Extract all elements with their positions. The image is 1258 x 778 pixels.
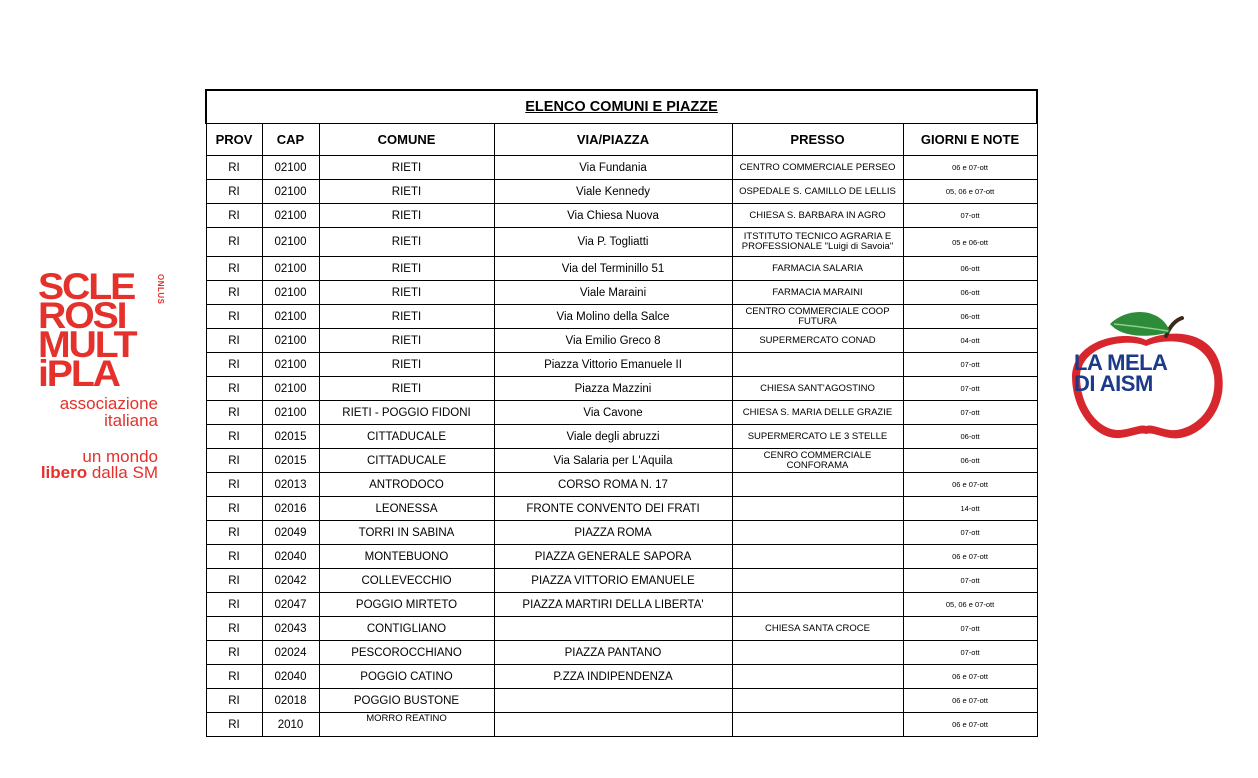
table-row [206,257,1037,281]
header-row [206,124,1037,156]
cell-giorni-note: 07-ott [903,401,1037,425]
comuni-piazze-table [205,89,1038,737]
motto-rest: dalla SM [87,463,158,482]
cell-via-piazza [494,617,732,641]
cell-cap: 02043 [262,617,319,641]
cell-giorni-note: 06-ott [903,449,1037,473]
cell-comune: RIETI [319,156,494,180]
mela-aism-wordmark [1074,352,1167,394]
cell-cap: 02015 [262,449,319,473]
cell-prov: RI [206,377,262,401]
cell-presso: CHIESA SANTA CROCE [732,617,903,641]
table-row [206,545,1037,569]
table-row [206,180,1037,204]
table-row [206,641,1037,665]
cell-cap: 02100 [262,156,319,180]
cell-via-piazza: Piazza Mazzini [494,377,732,401]
cell-giorni-note: 06-ott [903,257,1037,281]
cell-presso: CENTRO COMMERCIALE PERSEO [732,156,903,180]
cell-presso: OSPEDALE S. CAMILLO DE LELLIS [732,180,903,204]
cell-prov: RI [206,449,262,473]
cell-giorni-note: 07-ott [903,617,1037,641]
onlus-label: ONLUS [156,274,165,305]
mela-line-2: DI AISM [1074,371,1153,396]
cell-giorni-note: 07-ott [903,204,1037,228]
cell-comune: RIETI [319,228,494,257]
cell-giorni-note: 06-ott [903,305,1037,329]
cell-prov: RI [206,401,262,425]
cell-comune: COLLEVECCHIO [319,569,494,593]
cell-prov: RI [206,305,262,329]
cell-cap: 02100 [262,377,319,401]
cell-via-piazza: PIAZZA ROMA [494,521,732,545]
logo-line-3: MULT [38,324,136,365]
cell-via-piazza: Via Chiesa Nuova [494,204,732,228]
cell-comune: RIETI [319,377,494,401]
cell-giorni-note: 06-ott [903,425,1037,449]
cell-comune: MORRO REATINO [319,713,494,737]
cell-prov: RI [206,473,262,497]
cell-presso [732,497,903,521]
cell-cap: 02049 [262,521,319,545]
cell-cap: 02015 [262,425,319,449]
cell-giorni-note: 07-ott [903,641,1037,665]
cell-cap: 02040 [262,665,319,689]
cell-prov: RI [206,228,262,257]
cell-giorni-note: 06 e 07-ott [903,156,1037,180]
cell-cap: 02100 [262,353,319,377]
table-row [206,228,1037,257]
table-row [206,425,1037,449]
aism-logo [36,266,166,482]
cell-presso [732,569,903,593]
table-row [206,497,1037,521]
cell-via-piazza: P.ZZA INDIPENDENZA [494,665,732,689]
cell-cap: 02100 [262,305,319,329]
mela-aism-logo [1066,304,1228,444]
table-row [206,521,1037,545]
cell-prov: RI [206,617,262,641]
cell-comune: PESCOROCCHIANO [319,641,494,665]
motto-bold: libero [40,463,88,482]
cell-via-piazza: PIAZZA MARTIRI DELLA LIBERTA' [494,593,732,617]
cell-prov: RI [206,156,262,180]
cell-via-piazza: Via P. Togliatti [494,228,732,257]
cell-cap: 02016 [262,497,319,521]
cell-via-piazza: CORSO ROMA N. 17 [494,473,732,497]
cell-presso: FARMACIA MARAINI [732,281,903,305]
header-prov: PROV [206,124,262,156]
cell-prov: RI [206,329,262,353]
cell-cap: 02047 [262,593,319,617]
cell-presso [732,473,903,497]
cell-cap: 02013 [262,473,319,497]
cell-presso [732,593,903,617]
cell-via-piazza: Viale degli abruzzi [494,425,732,449]
cell-comune: MONTEBUONO [319,545,494,569]
cell-via-piazza: Via Molino della Salce [494,305,732,329]
cell-comune: RIETI [319,204,494,228]
header-via-piazza: VIA/PIAZZA [494,124,732,156]
cell-via-piazza: FRONTE CONVENTO DEI FRATI [494,497,732,521]
cell-via-piazza: Via Cavone [494,401,732,425]
table-row [206,305,1037,329]
header-giorni-note: GIORNI E NOTE [903,124,1037,156]
association-label [36,395,158,429]
cell-comune: RIETI [319,305,494,329]
cell-giorni-note: 06-ott [903,281,1037,305]
table-row [206,353,1037,377]
cell-presso: CENTRO COMMERCIALE COOP FUTURA [732,305,903,329]
cell-comune: RIETI [319,180,494,204]
cell-prov: RI [206,353,262,377]
table-row [206,689,1037,713]
cell-prov: RI [206,281,262,305]
cell-presso: FARMACIA SALARIA [732,257,903,281]
cell-comune: LEONESSA [319,497,494,521]
cell-via-piazza: Piazza Vittorio Emanuele II [494,353,732,377]
cell-comune: POGGIO BUSTONE [319,689,494,713]
cell-presso: SUPERMERCATO LE 3 STELLE [732,425,903,449]
cell-comune: TORRI IN SABINA [319,521,494,545]
cell-prov: RI [206,641,262,665]
cell-prov: RI [206,713,262,737]
table-row [206,449,1037,473]
cell-giorni-note: 05, 06 e 07-ott [903,593,1037,617]
cell-cap: 02100 [262,180,319,204]
sclerosi-multipla-wordmark [36,266,165,394]
cell-presso [732,641,903,665]
cell-prov: RI [206,204,262,228]
logo-line-1: SCLE [38,266,135,307]
header-presso: PRESSO [732,124,903,156]
cell-presso: CHIESA S. MARIA DELLE GRAZIE [732,401,903,425]
association-line-1: associazione [59,394,158,413]
cell-prov: RI [206,425,262,449]
cell-presso [732,353,903,377]
cell-presso [732,545,903,569]
table-row [206,377,1037,401]
cell-via-piazza: Viale Maraini [494,281,732,305]
cell-comune: POGGIO MIRTETO [319,593,494,617]
association-line-2: italiana [104,411,158,430]
table-row [206,713,1037,737]
cell-giorni-note: 05, 06 e 07-ott [903,180,1037,204]
cell-cap: 02100 [262,401,319,425]
cell-presso: ITSTITUTO TECNICO AGRARIA E PROFESSIONALE "Luigi di Savoia" [732,228,903,257]
cell-presso [732,665,903,689]
cell-comune: CONTIGLIANO [319,617,494,641]
cell-comune: RIETI [319,257,494,281]
cell-via-piazza: Via Emilio Greco 8 [494,329,732,353]
cell-via-piazza [494,713,732,737]
logo-line-2: ROSI [38,295,126,336]
cell-giorni-note: 06 e 07-ott [903,665,1037,689]
cell-comune: RIETI - POGGIO FIDONI [319,401,494,425]
cell-giorni-note: 07-ott [903,353,1037,377]
cell-giorni-note: 06 e 07-ott [903,473,1037,497]
cell-giorni-note: 07-ott [903,569,1037,593]
cell-cap: 02100 [262,329,319,353]
cell-presso: CHIESA S. BARBARA IN AGRO [732,204,903,228]
cell-giorni-note: 06 e 07-ott [903,545,1037,569]
cell-presso: CHIESA SANT'AGOSTINO [732,377,903,401]
cell-via-piazza [494,689,732,713]
cell-cap: 02100 [262,228,319,257]
cell-cap: 02042 [262,569,319,593]
cell-giorni-note: 06 e 07-ott [903,689,1037,713]
table-body [206,156,1037,737]
cell-via-piazza: Viale Kennedy [494,180,732,204]
cell-comune: RIETI [319,329,494,353]
cell-cap: 02018 [262,689,319,713]
cell-prov: RI [206,180,262,204]
cell-comune: POGGIO CATINO [319,665,494,689]
header-cap: CAP [262,124,319,156]
cell-giorni-note: 07-ott [903,377,1037,401]
cell-giorni-note: 05 e 06-ott [903,228,1037,257]
cell-cap: 2010 [262,713,319,737]
cell-comune: CITTADUCALE [319,425,494,449]
cell-comune: ANTRODOCO [319,473,494,497]
table-row [206,569,1037,593]
cell-presso [732,713,903,737]
table-row [206,281,1037,305]
cell-giorni-note: 07-ott [903,521,1037,545]
table-row [206,665,1037,689]
mela-line-1: LA MELA [1074,350,1168,375]
table-row [206,401,1037,425]
cell-giorni-note: 14-ott [903,497,1037,521]
motto [36,449,158,481]
cell-presso: CENRO COMMERCIALE CONFORAMA [732,449,903,473]
cell-comune: RIETI [319,281,494,305]
table-row [206,156,1037,180]
cell-via-piazza: Via Fundania [494,156,732,180]
table-row [206,617,1037,641]
cell-prov: RI [206,593,262,617]
cell-prov: RI [206,521,262,545]
cell-cap: 02100 [262,204,319,228]
cell-comune: RIETI [319,353,494,377]
header-comune: COMUNE [319,124,494,156]
cell-prov: RI [206,665,262,689]
cell-prov: RI [206,569,262,593]
motto-line-2 [36,465,158,481]
table-row [206,593,1037,617]
table-title: ELENCO COMUNI E PIAZZE [206,90,1037,124]
motto-line-1: un mondo [82,447,158,466]
table-row [206,473,1037,497]
table-row [206,204,1037,228]
cell-via-piazza: Via Salaria per L'Aquila [494,449,732,473]
cell-prov: RI [206,689,262,713]
cell-presso [732,521,903,545]
cell-cap: 02100 [262,281,319,305]
cell-prov: RI [206,497,262,521]
cell-prov: RI [206,257,262,281]
cell-via-piazza: PIAZZA PANTANO [494,641,732,665]
title-row [206,90,1037,124]
logo-line-4: iPLA [38,353,119,394]
table-row [206,329,1037,353]
cell-giorni-note: 06 e 07-ott [903,713,1037,737]
cell-cap: 02040 [262,545,319,569]
cell-cap: 02024 [262,641,319,665]
cell-giorni-note: 04-ott [903,329,1037,353]
cell-prov: RI [206,545,262,569]
cell-via-piazza: PIAZZA VITTORIO EMANUELE [494,569,732,593]
cell-cap: 02100 [262,257,319,281]
cell-presso: SUPERMERCATO CONAD [732,329,903,353]
cell-via-piazza: PIAZZA GENERALE SAPORA [494,545,732,569]
cell-presso [732,689,903,713]
cell-via-piazza: Via del Terminillo 51 [494,257,732,281]
cell-comune: CITTADUCALE [319,449,494,473]
